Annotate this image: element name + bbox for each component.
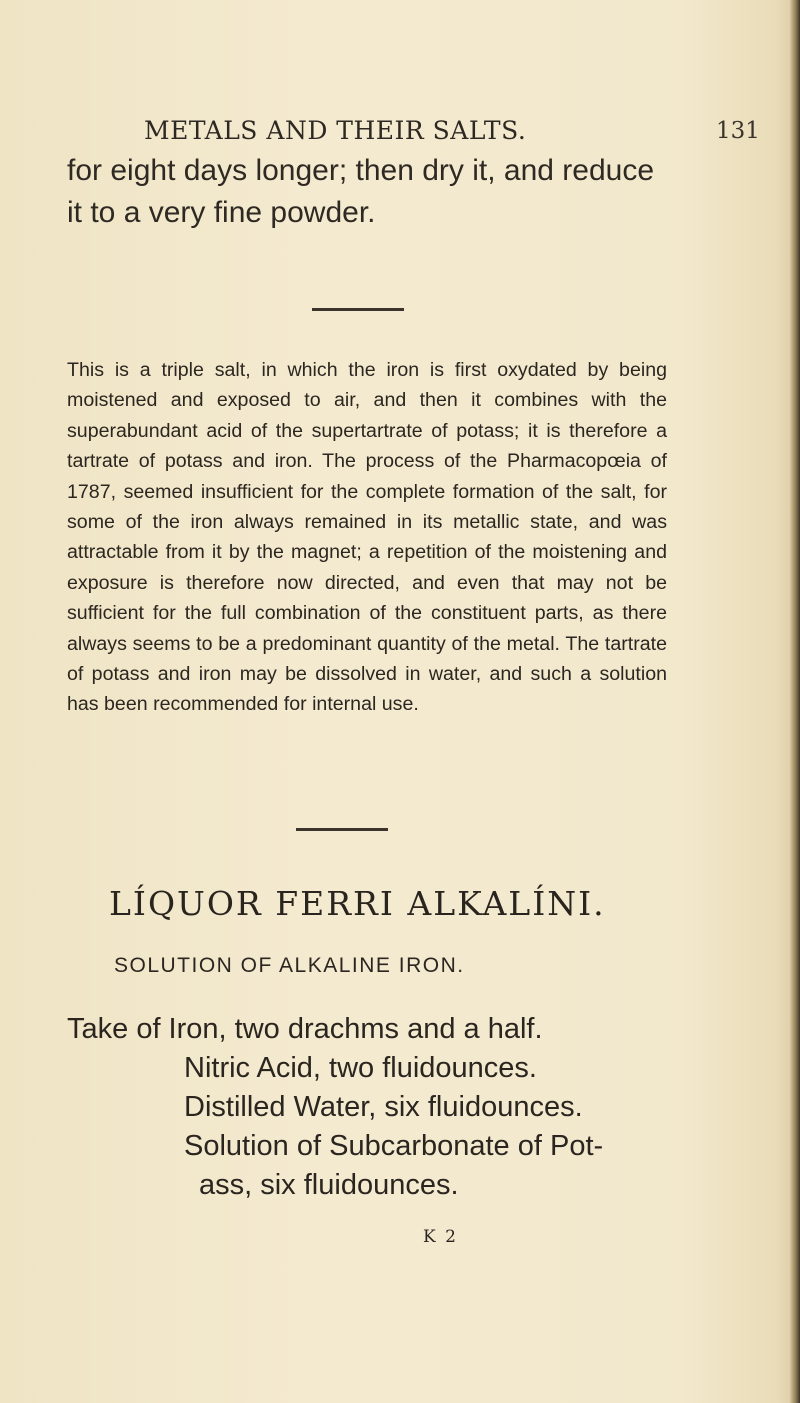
recipe-ingredients [67, 1010, 687, 1205]
page-number: 131 [716, 118, 760, 144]
recipe-line: Solution of Subcarbonate of Pot- [184, 1130, 604, 1162]
commentary-paragraph [67, 355, 667, 720]
section-divider [296, 828, 388, 831]
signature-mark: K 2 [423, 1227, 458, 1247]
preparation-subtitle: SOLUTION OF ALKALINE IRON. [114, 954, 465, 977]
preparation-title: LÍQUOR FERRI ALKALÍNI. [109, 884, 606, 923]
recipe-line: Distilled Water, six fluidounces. [184, 1091, 583, 1123]
commentary-text: This is a triple salt, in which the iron is first oxydated by being moistened and exposed to air, and then it combines with the superabundant acid of the supertartrate of potass; it is therefore a tartrate of potass and iron. The process of the Pharmacopœia of 1787, seemed insufficient for the complete formation of the salt, for some of the iron always remained in its metallic state, and was attractable from it by the magnet; a repetition of the moistening and exposure is therefore now directed, and even that may not be sufficient for the full combination of the constituent parts, as there always seems to be a predominant quantity of the metal. The tartrate of potass and iron may be dissolved in water, and such a solution has been recommended for internal use. [67, 359, 667, 716]
page-edge-shadow [790, 0, 800, 1403]
recipe-line: Nitric Acid, two fluidounces. [184, 1052, 537, 1084]
recipe-line: Take of Iron, two drachms and a half. [67, 1013, 543, 1045]
running-head: METALS AND THEIR SALTS. [144, 116, 527, 145]
section-divider [312, 308, 404, 311]
lead-paragraph: for eight days longer; then dry it, and reduce it to a very fine powder. [67, 154, 655, 229]
recipe-line: ass, six fluidounces. [199, 1169, 459, 1201]
